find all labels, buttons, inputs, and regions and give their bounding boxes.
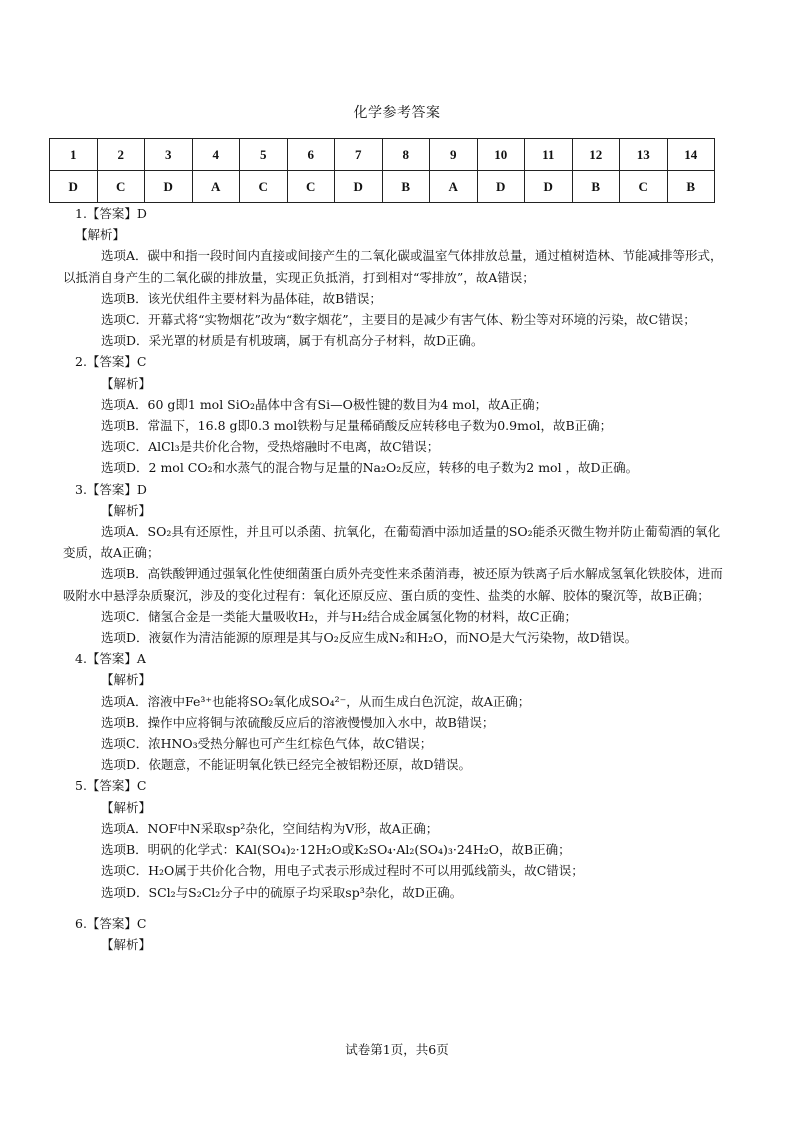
table-cell: 2: [97, 139, 145, 171]
table-cell: 4: [192, 139, 240, 171]
page-footer: 试卷第1页，共6页: [345, 1042, 449, 1057]
table-cell: 11: [525, 139, 573, 171]
option-explanation: 选项C．开幕式将“实物烟花”改为“数字烟花”，主要目的是减少有害气体、粉尘等对环境的污染，故C错误；: [101, 312, 696, 328]
answer-heading-q3: 3.【答案】D: [75, 481, 147, 497]
spacer: [63, 903, 731, 913]
table-cell: D: [50, 171, 98, 203]
answer-row: [50, 171, 715, 203]
table-cell: 10: [477, 139, 525, 171]
option-explanation: 选项C．储氢合金是一类能大量吸收H₂，并与H₂结合成金属氢化物的材料，故C正确；: [101, 608, 577, 624]
answer-heading-q5: 5.【答案】C: [75, 778, 147, 794]
option-explanation: 选项D．液氨作为清洁能源的原理是其与O₂反应生成N₂和H₂O，而NO是大气污染物，故D错误。: [101, 630, 638, 646]
table-cell: 8: [382, 139, 430, 171]
table-cell: C: [97, 171, 145, 203]
option-explanation: 选项D．2 mol CO₂和水蒸气的混合物与足量的Na₂O₂反应，转移的电子数为2 mol ，故D正确。: [101, 460, 639, 476]
option-explanation: 选项A．碳中和指一段时间内直接或间接产生的二氧化碳或温室气体排放总量，通过植树造林、节能减排等形式，以抵消自身产生的二氧化碳的排放量，实现正负抵消，打到相对“零排放”，故A错误；: [63, 248, 723, 285]
table-cell: A: [192, 171, 240, 203]
answer-heading-q1: 1.【答案】D: [75, 206, 147, 221]
table-cell: C: [287, 171, 335, 203]
table-cell: B: [382, 171, 430, 203]
option-explanation: 选项B．操作中应将铜与浓硫酸反应后的溶液慢慢加入水中，故B错误；: [101, 714, 495, 730]
analysis-label-q2: 【解析】: [101, 375, 152, 391]
table-cell: D: [335, 171, 383, 203]
option-explanation: 选项C．H₂O属于共价化合物，用电子式表示形成过程时不可以用弧线箭头，故C错误；: [101, 863, 584, 879]
answer-heading-q2: 2.【答案】C: [75, 354, 147, 370]
option-explanation: 选项D．采光罩的材质是有机玻璃，属于有机高分子材料，故D正确。: [101, 333, 484, 349]
answer-explanations: [63, 203, 731, 955]
page-title: 化学参考答案: [353, 105, 441, 121]
table-cell: D: [145, 171, 193, 203]
table-cell: C: [240, 171, 288, 203]
answer-table: [49, 138, 715, 203]
option-explanation: 选项D．依题意，不能证明氧化铁已经完全被铝粉还原，故D错误。: [101, 757, 472, 773]
table-cell: 1: [50, 139, 98, 171]
answer-heading-q6: 6.【答案】C: [75, 915, 147, 931]
question-number-row: [50, 139, 715, 171]
table-cell: 9: [430, 139, 478, 171]
option-explanation: 选项C．AlCl₃是共价化合物，受热熔融时不电离，故C错误；: [101, 439, 440, 455]
table-cell: 6: [287, 139, 335, 171]
table-cell: 14: [667, 139, 715, 171]
analysis-label-q4: 【解析】: [101, 672, 152, 688]
table-cell: B: [667, 171, 715, 203]
table-cell: 3: [145, 139, 193, 171]
analysis-label-q3: 【解析】: [101, 502, 152, 518]
table-cell: A: [430, 171, 478, 203]
option-explanation: 选项A．60 g即1 mol SiO₂晶体中含有Si—O极性键的数目为4 mol，故A正确；: [101, 396, 548, 412]
answer-heading-q4: 4.【答案】A: [75, 651, 146, 667]
table-cell: 5: [240, 139, 288, 171]
analysis-label-q6: 【解析】: [101, 936, 152, 952]
option-explanation: 选项C．浓HNO₃受热分解也可产生红棕色气体，故C错误；: [101, 736, 433, 752]
option-explanation: 选项B．高铁酸钾通过强氧化性使细菌蛋白质外壳变性来杀菌消毒，被还原为铁离子后水解成氢氧化铁胶体，进而吸附水中悬浮杂质聚沉，涉及的变化过程有：氧化还原反应、蛋白质的变性、盐类的水解、胶体的聚沉等，故B正确；: [63, 566, 723, 603]
option-explanation: 选项A．SO₂具有还原性，并且可以杀菌、抗氧化，在葡萄酒中添加适量的SO₂能杀灭微生物并防止葡萄酒的氧化变质，故A正确；: [63, 524, 721, 561]
option-explanation: 选项B．明矾的化学式：KAl(SO₄)₂·12H₂O或K₂SO₄·Al₂(SO₄)₃·24H₂O，故B正确；: [101, 842, 571, 858]
table-cell: D: [525, 171, 573, 203]
option-explanation: 选项B．该光伏组件主要材料为晶体硅，故B错误；: [101, 290, 382, 306]
option-explanation: 选项A．NOF中N采取sp²杂化，空间结构为V形，故A正确；: [101, 820, 439, 836]
table-cell: 12: [572, 139, 620, 171]
analysis-label-q1: 【解析】: [75, 227, 126, 243]
analysis-label-q5: 【解析】: [101, 799, 152, 815]
table-cell: B: [572, 171, 620, 203]
option-explanation: 选项D．SCl₂与S₂Cl₂分子中的硫原子均采取sp³杂化，故D正确。: [101, 884, 463, 900]
table-cell: C: [620, 171, 668, 203]
option-explanation: 选项A．溶液中Fe³⁺也能将SO₂氧化成SO₄²⁻，从而生成白色沉淀，故A正确；: [101, 693, 531, 709]
option-explanation: 选项B．常温下，16.8 g即0.3 mol铁粉与足量稀硝酸反应转移电子数为0.9mol，故B正确；: [101, 418, 613, 434]
table-cell: 13: [620, 139, 668, 171]
table-cell: 7: [335, 139, 383, 171]
table-cell: D: [477, 171, 525, 203]
